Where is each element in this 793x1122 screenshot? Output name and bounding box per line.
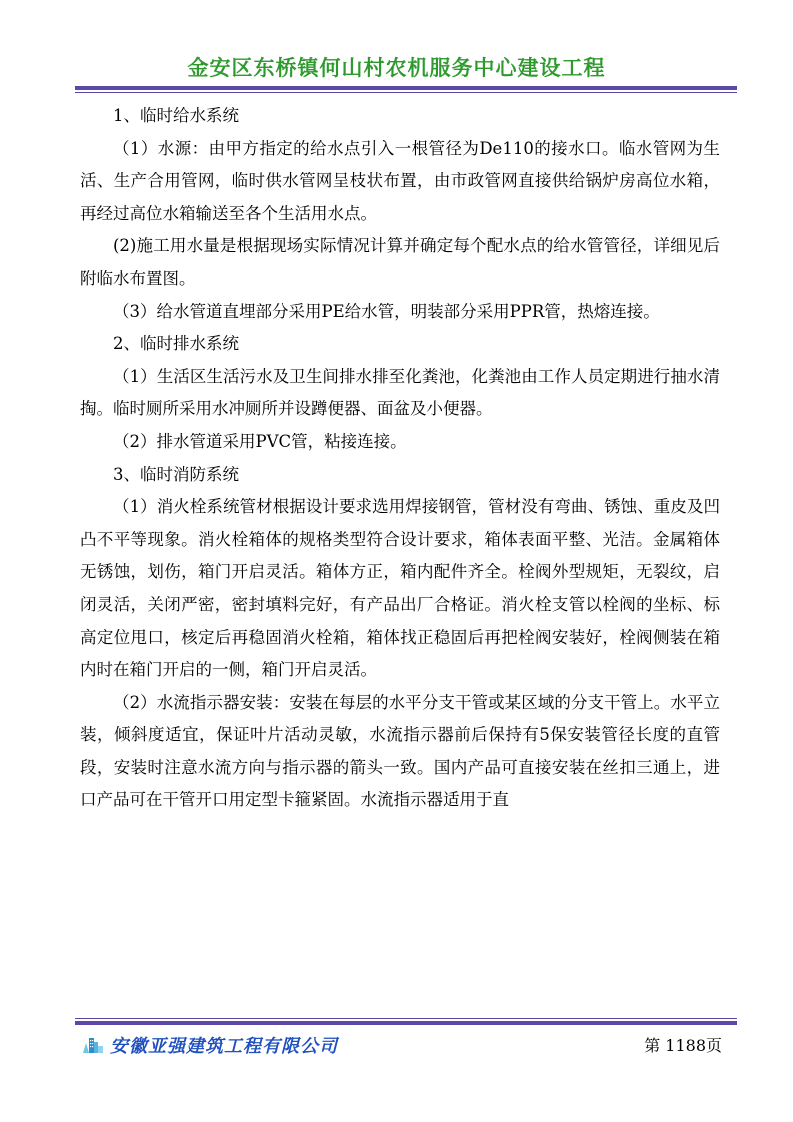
- header-rule-thin: [75, 92, 737, 93]
- company-name: 安徽亚强建筑工程有限公司: [110, 1036, 338, 1057]
- footer-rule-thin: [75, 1018, 737, 1019]
- building-logo-icon: [82, 1034, 104, 1054]
- page-number: 第 1188页: [644, 1036, 722, 1055]
- paragraph: 2、临时排水系统: [113, 334, 239, 354]
- footer-rule-thick: [75, 1021, 737, 1025]
- paragraph: 3、临时消防系统: [113, 464, 239, 484]
- paragraph: （1）消火栓系统管材根据设计要求选用焊接钢管，管材没有弯曲、锈蚀、重皮及凹凸不平等现象。消火栓箱体的规格类型符合设计要求，箱体表面平整、光洁。金属箱体无锈蚀，划伤，箱门开启灵活。箱体方正，箱内配件齐全。栓阀外型规矩，无裂纹，启闭灵活，关闭严密，密封填料完好，有产品出厂合格证。消火栓支管以栓阀的坐标、标高定位甩口，核定后再稳固消火栓箱，箱体找正稳固后再把栓阀安装好，栓阀侧装在箱内时在箱门开启的一侧，箱门开启灵活。: [80, 497, 720, 680]
- page-footer: [82, 1030, 722, 1058]
- paragraph: （2）排水管道采用PVC管，粘接连接。: [113, 431, 407, 451]
- paragraph: (2)施工用水量是根据现场实际情况计算并确定每个配水点的给水管管径，详细见后附临水布置图。: [80, 236, 720, 288]
- header-rule-thick: [75, 86, 737, 90]
- paragraph: （3）给水管道直埋部分采用PE给水管，明装部分采用PPR管，热熔连接。: [113, 301, 660, 321]
- page-header-title: 金安区东桥镇何山村农机服务中心建设工程: [187, 56, 606, 80]
- document-body: [80, 100, 720, 817]
- paragraph: （1）生活区生活污水及卫生间排水排至化粪池，化粪池由工作人员定期进行抽水清掏。临时厕所采用水冲厕所并设蹲便器、面盆及小便器。: [80, 366, 720, 419]
- paragraph: （2）水流指示器安装：安装在每层的水平分支干管或某区域的分支干管上。水平立装，倾斜度适宜，保证叶片活动灵敏，水流指示器前后保持有5保安装管径长度的直管段，安装时注意水流方向与指示器的箭头一致。国内产品可直接安装在丝扣三通上，进口产品可在干管开口用定型卡箍紧固。水流指示器适用于直: [80, 692, 720, 810]
- paragraph: 1、临时给水系统: [113, 106, 239, 125]
- paragraph: （1）水源：由甲方指定的给水点引入一根管径为De110的接水口。临水管网为生活、生产合用管网，临时供水管网呈枝状布置，由市政管网直接供给锅炉房高位水箱，再经过高位水箱输送至各个生活用水点。: [80, 138, 720, 223]
